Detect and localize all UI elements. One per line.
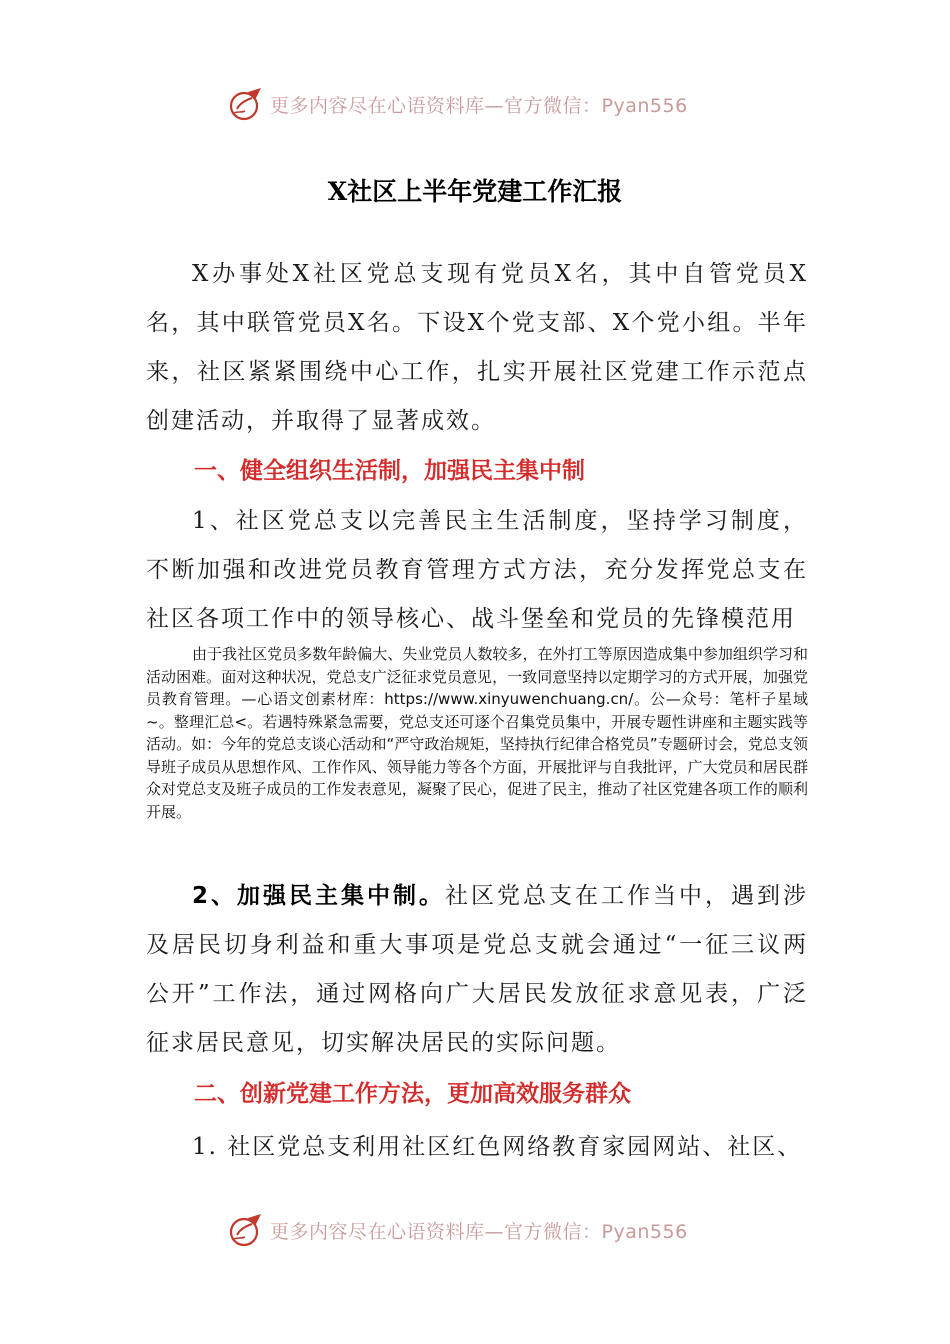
section-2-item-1: 1. 社区党总支利用社区红色网络教育家园网站、社区、	[192, 1134, 803, 1160]
banner-text: 更多内容尽在心语资料库—官方微信：Pyan556	[270, 94, 688, 117]
pen-logo-icon	[228, 1212, 264, 1248]
section-2-heading: 二、创新党建工作方法，更加高效服务群众	[194, 1081, 631, 1107]
page-title: X社区上半年党建工作汇报	[327, 177, 623, 206]
footer-banner	[228, 1210, 688, 1250]
section-1-heading: 一、健全组织生活制，加强民主集中制	[194, 458, 585, 484]
header-banner	[228, 84, 688, 124]
banner-text: 更多内容尽在心语资料库—官方微信：Pyan556	[270, 1220, 688, 1243]
section-1-item-1: 1、社区党总支以完善民主生活制度，坚持学习制度，不断加强和改进党员教育管理方式方法，充分发挥党总支在社区各项工作中的领导核心、战斗堡垒和党员的先锋模范用	[146, 508, 808, 632]
section-1-item-2	[146, 872, 808, 1068]
intro-paragraph: X办事处X社区党总支现有党员X名，其中自管党员X名，其中联管党员X名。下设X个党支部、X个党小组。半年来，社区紧紧围绕中心工作，扎实开展社区党建工作示范点创建活动，并取得了显著成效。	[146, 261, 808, 434]
item-2-lead: 2、加强民主集中制。	[192, 883, 445, 909]
item-2-text: 社区党总支在工作当中，遇到涉及居民切身利益和重大事项是党总支就会通过“一征三议两公开”工作法，通过网格向广大居民发放征求意见表，广泛征求居民意见，切实解决居民的实际问题。	[146, 883, 808, 1056]
pen-logo-icon	[228, 86, 264, 122]
section-1-small-paragraph: 由于我社区党员多数年龄偏大、失业党员人数较多，在外打工等原因造成集中参加组织学习和活动困难。面对这种状况，党总支广泛征求党员意见，一致同意坚持以定期学习的方式开展，加强党员教育管理。—心语文创素材库：https://www.xinyuwenchuang.cn/。公—众号：笔杆子星域~。整理汇总<。若遇特殊紧急需要，党总支还可逐个召集党员集中，开展专题性讲座和主题实践等活动。如：今年的党总支谈心活动和“严守政治规矩，坚持执行纪律合格党员”专题研讨会，党总支领导班子成员从思想作风、工作作风、领导能力等各个方面，开展批评与自我批评，广大党员和居民群众对党总支及班子成员的工作发表意见，凝聚了民心，促进了民主，推动了社区党建各项工作的顺利开展。	[146, 645, 808, 821]
